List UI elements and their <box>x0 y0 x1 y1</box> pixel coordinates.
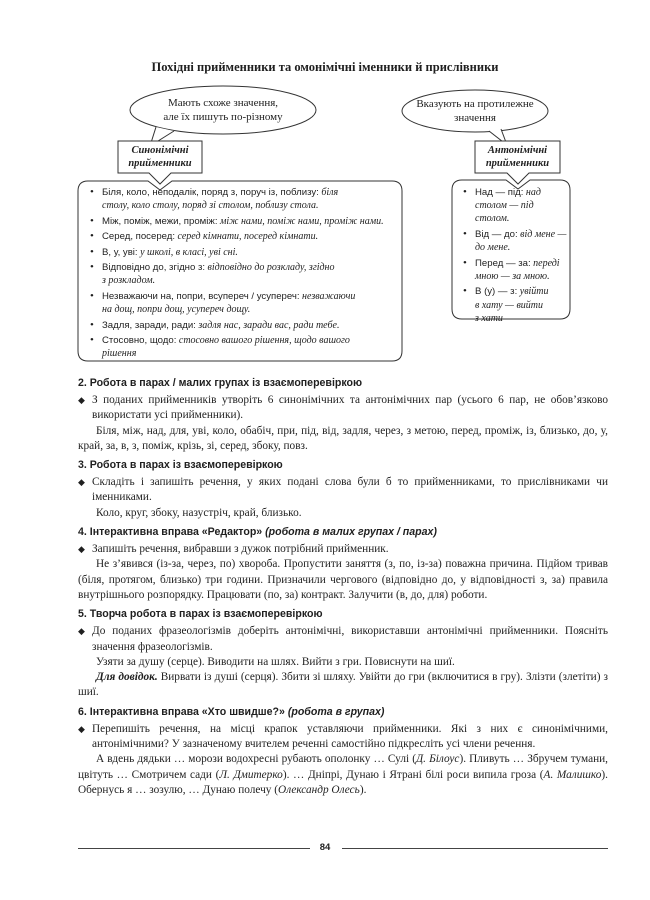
task-5-text: Узяти за душу (серце). Виводити на шлях. Вийти з гри. Повиснути на шиї. <box>96 655 455 668</box>
right-bubble-text: Вказують на протилежне значення <box>416 98 534 124</box>
synonyms-tag-label: Синонімічні прийменники <box>128 145 192 169</box>
task-5-heading: 5. Творча робота в парах із взаємоперевіркою <box>78 608 323 621</box>
list-item: • Стосовно, щодо: стосовно вашого рішення, щодо вашого рішення <box>88 334 396 360</box>
page-title: Похідні прийменники та омонімічні іменники й прислівники <box>151 60 499 74</box>
antonyms-list <box>461 186 567 327</box>
task-3-instruction: ◆ Складіть і запишіть речення, у яких подані слова були б то прийменниками, то прислівниками чи іменниками. <box>78 475 608 506</box>
list-item: • Відповідно до, згідно з: відповідно до розкладу, згідно з розкладом. <box>88 261 396 287</box>
synonyms-list <box>88 186 396 363</box>
tasks-section <box>78 372 608 798</box>
list-item: • Серед, посеред: серед кімнати, посеред кімнати. <box>88 230 396 243</box>
task-6-text: А вдень дядьки … морози водохресні рубають ополонку … Сулі (Д. Білоус). Пливуть … Збручем тумани, цвітуть … Смотричем сади (Л. Дмитерко). … Дніпрі, Дунаю і Ятрані білі роси випила гроза (А. Малишко). Обернусь я … зозулю, … Дунаю полечу (Олександр Олесь). <box>78 753 608 796</box>
list-item: • Перед — за: переді мною — за мною. <box>461 257 567 283</box>
list-item: • Над — під: над столом — під столом. <box>461 186 567 226</box>
task-5-hint: Для довідок. Вирвати із душі (серця). Збити зі шляху. Увійти до гри (включитися в гру). Злізти (злетіти) з шиї. <box>78 671 608 699</box>
list-item: • Біля, коло, неподалік, поряд з, поруч із, поблизу: біля столу, коло столу, поряд зі столом, поблизу стола. <box>88 186 396 212</box>
page-number: 84 <box>319 842 331 853</box>
left-bubble-text: Мають схоже значення, але їх пишуть по-різному <box>163 97 283 123</box>
list-item: • В, у, уві: у школі, в класі, уві сні. <box>88 246 396 259</box>
task-6-heading: 6. Інтерактивна вправа «Хто швидше?» (робота в групах) <box>78 705 385 718</box>
list-item: • Незважаючи на, попри, всупереч / усупереч: незважаючи на дощ, попри дощ, усупереч дощу. <box>88 290 396 316</box>
task-4-instruction: ◆ Запишіть речення, вибравши з дужок потрібний прийменник. <box>78 542 608 557</box>
task-4-text: Не з’явився (із-за, через, по) хвороба. Пропустити заняття (з, по, із-за) поважна причина. Підйом тривав (біля, протягом, близько) три години. Призначили чергового (відповідно до, у відповідності з, за) правила внутрішнього розпорядку. Працювати (по, за) контракт. Залучити (в, до, для) роботи. <box>78 558 608 601</box>
antonyms-tag-label: Антонімічні прийменники <box>485 145 550 169</box>
task-4-heading: 4. Інтерактивна вправа «Редактор» (робота в малих групах / парах) <box>78 526 437 539</box>
list-item: • В (у) — з: увійти в хату — вийти з хати <box>461 285 567 325</box>
task-2-heading: 2. Робота в парах / малих групах із взаємоперевіркою <box>78 377 363 389</box>
task-6-instruction: ◆ Перепишіть речення, на місці крапок уставляючи прийменники. Які з них є синонімічними, антонімічними? У зазначеному вчителем реченні самостійно підкресліть усі члени речення. <box>78 722 608 753</box>
task-2-instruction: ◆ З поданих прийменників утворіть 6 синонімічних та антонімічних пар (усього 6 пар, не обов’язково використати усі прийменники). <box>78 393 608 424</box>
list-item: • Від — до: від мене — до мене. <box>461 228 567 254</box>
task-5-instruction: ◆ До поданих фразеологізмів доберіть антонімічні, використавши антонімічні прийменники. Поясніть значення фразеологізмів. <box>78 624 608 655</box>
list-item: • Між, поміж, межи, проміж: між нами, поміж нами, проміж нами. <box>88 215 396 228</box>
task-2-words: Біля, між, над, для, уві, коло, обабіч, при, під, від, задля, через, з метою, перед, проміж, із, близько, до, у, край, за, в, з, поміж, крізь, зі, серед, збоку, повз. <box>78 424 608 452</box>
task-3-heading: 3. Робота в парах із взаємоперевіркою <box>78 459 283 472</box>
list-item: • Задля, заради, ради: задля нас, заради вас, ради тебе. <box>88 319 396 332</box>
task-3-words: Коло, круг, збоку, назустріч, край, близько. <box>96 506 302 519</box>
